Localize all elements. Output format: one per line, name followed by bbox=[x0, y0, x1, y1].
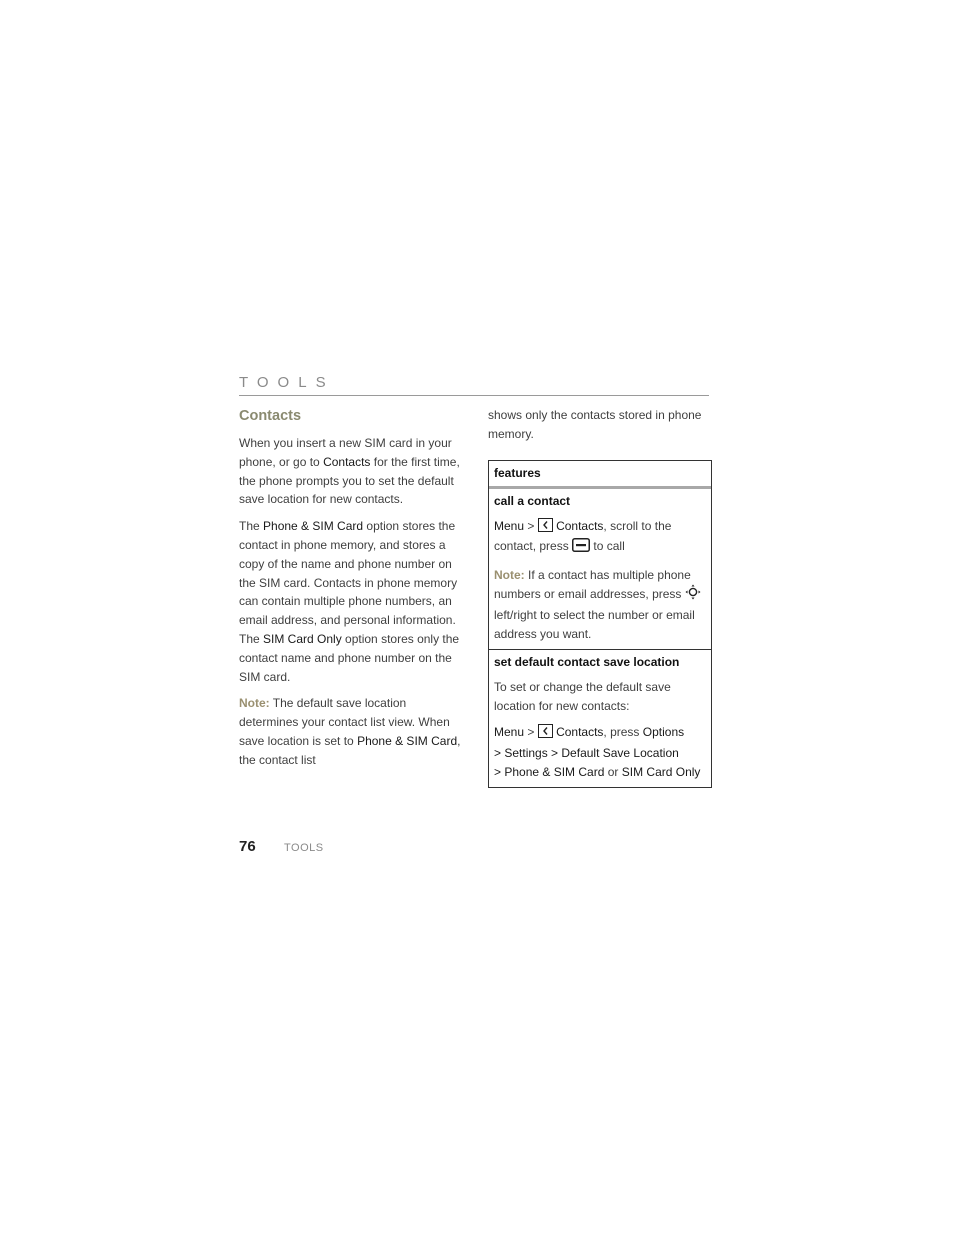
ui-term-sim-only: SIM Card Only bbox=[263, 631, 342, 646]
text: , scroll to the contact, press bbox=[494, 518, 672, 554]
text: The default save location determines your contact list view. When save location is set to bbox=[239, 696, 450, 748]
ui-term-options: Options bbox=[642, 725, 685, 740]
ui-term-phone-sim: Phone & SIM Card bbox=[504, 764, 605, 779]
ui-term-contacts: Contacts bbox=[556, 518, 604, 533]
text: > bbox=[547, 745, 562, 760]
text: left/right to select the number or email address you want. bbox=[494, 607, 695, 641]
feature-title: set default contact save location bbox=[494, 655, 680, 670]
footer-section-label: TOOLS bbox=[284, 842, 324, 854]
contacts-book-icon bbox=[538, 724, 553, 744]
features-header: features bbox=[489, 461, 711, 489]
storage-paragraph bbox=[239, 517, 461, 686]
contacts-heading: Contacts bbox=[239, 408, 302, 424]
text: > bbox=[524, 725, 538, 740]
ui-term-phone-sim: Phone & SIM Card bbox=[263, 519, 364, 534]
text: or bbox=[604, 764, 622, 779]
text: to call bbox=[593, 539, 625, 554]
ui-term-phone-sim: Phone & SIM Card bbox=[357, 733, 458, 748]
feature-title: call a contact bbox=[494, 493, 571, 508]
features-table bbox=[488, 460, 712, 789]
ui-term-menu: Menu bbox=[494, 725, 525, 740]
ui-term-sim-only: SIM Card Only bbox=[621, 764, 701, 779]
page-number: 76 bbox=[239, 838, 256, 855]
text: The bbox=[239, 519, 264, 534]
ui-term-default-save: Default Save Location bbox=[561, 745, 679, 760]
intro-paragraph bbox=[239, 434, 461, 509]
text: > bbox=[494, 745, 505, 760]
text: > bbox=[494, 764, 505, 779]
feature-note bbox=[494, 566, 706, 643]
text: option stores the contact in phone memory, and stores a copy of the name and phone number on the SIM card. Contacts in phone memory can contain multiple phone numbers, an email address, and personal information. The bbox=[239, 519, 458, 646]
left-column bbox=[239, 406, 461, 778]
nav-key-icon bbox=[685, 584, 701, 606]
section-divider bbox=[239, 395, 709, 396]
feature-call-contact bbox=[489, 489, 711, 651]
text: > bbox=[524, 518, 538, 533]
ui-term-contacts: Contacts bbox=[323, 454, 371, 469]
note-paragraph bbox=[239, 694, 461, 769]
feature-save-location bbox=[489, 650, 711, 787]
text: , press bbox=[603, 725, 643, 740]
note-label: Note: bbox=[494, 567, 525, 582]
contacts-book-icon bbox=[538, 518, 553, 538]
right-column bbox=[488, 406, 710, 788]
ui-term-settings: Settings bbox=[504, 745, 548, 760]
text: When you insert a new SIM card in your phone, or go to bbox=[239, 436, 452, 469]
section-header: TOOLS bbox=[239, 374, 335, 391]
text: If a contact has multiple phone numbers or email addresses, press bbox=[494, 567, 691, 602]
continued-paragraph: shows only the contacts stored in phone memory. bbox=[488, 408, 702, 441]
send-key-icon bbox=[572, 538, 590, 558]
feature-intro: To set or change the default save location for new contacts: bbox=[494, 680, 671, 713]
feature-instructions bbox=[494, 517, 706, 558]
text: , the contact list bbox=[239, 733, 461, 767]
note-label: Note: bbox=[239, 696, 270, 711]
text: option stores only the contact name and phone number on the SIM card. bbox=[239, 631, 460, 684]
ui-term-contacts: Contacts bbox=[556, 725, 604, 740]
ui-term-menu: Menu bbox=[494, 518, 525, 533]
text: for the first time, the phone prompts you to set the default save location for new contacts. bbox=[239, 454, 460, 507]
feature-instructions bbox=[494, 723, 706, 781]
